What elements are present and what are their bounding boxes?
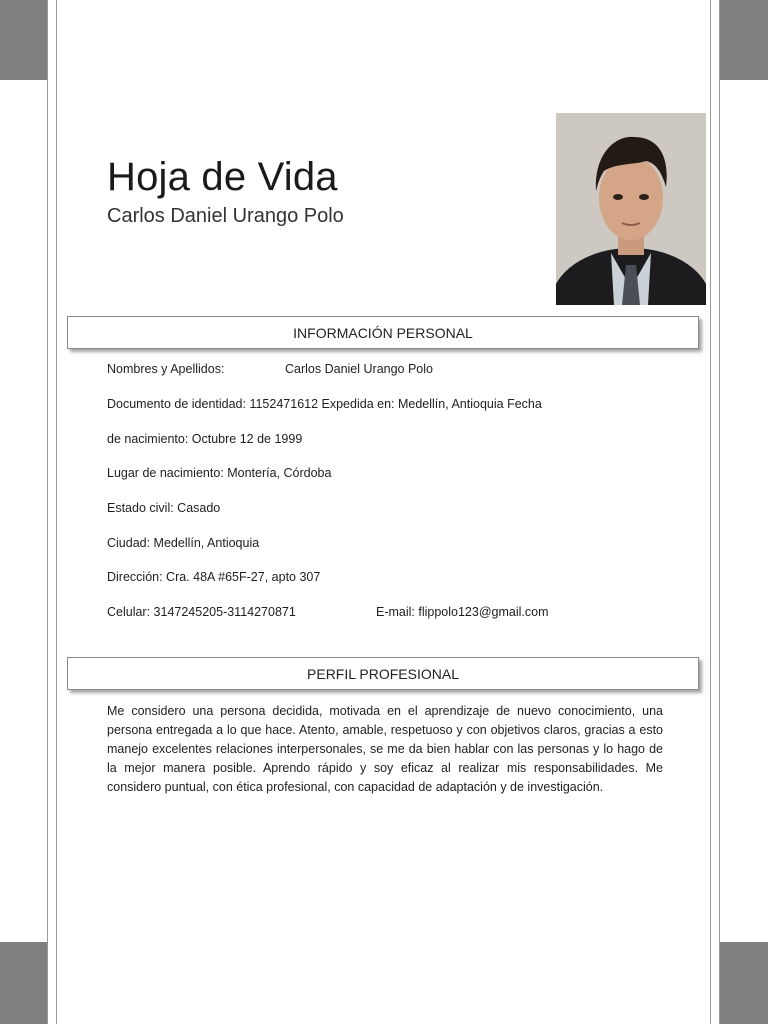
- names-value: Carlos Daniel Urango Polo: [285, 362, 433, 376]
- address-line: Dirección: Cra. 48A #65F-27, apto 307: [107, 570, 321, 584]
- profile-paragraph: Me considero una persona decidida, motivada en el aprendizaje de nuevo conocimiento, una persona entregada a lo que hace. Atento, amable, respetuoso y con objetivos claros, gracias a esto manejo excelentes relaciones interpersonales, se me da bien hablar con las personas y lo hago de la mejor manera posible. Aprendo rápido y soy eficaz al realizar mis responsabilidades. Me considero puntual, con ética profesional, con capacidad de adaptación y de investigación.: [107, 704, 663, 794]
- birth-date-line: de nacimiento: Octubre 12 de 1999: [107, 432, 303, 446]
- profile-photo: [556, 113, 706, 305]
- person-name: Carlos Daniel Urango Polo: [107, 205, 344, 227]
- email-line: E-mail: flippolo123@gmail.com: [376, 605, 549, 619]
- border-line: [56, 0, 57, 1024]
- city-line: Ciudad: Medellín, Antioquia: [107, 536, 260, 550]
- border-line: [47, 0, 48, 1024]
- document-title: Hoja de Vida: [107, 155, 338, 199]
- civil-status-line: Estado civil: Casado: [107, 501, 221, 515]
- birth-place-line: Lugar de nacimiento: Montería, Córdoba: [107, 466, 332, 480]
- section-header-profile: [67, 657, 699, 690]
- border-line: [710, 0, 711, 1024]
- phone-line: Celular: 3147245205-3114270871: [107, 605, 296, 619]
- names-label: Nombres y Apellidos:: [107, 362, 225, 376]
- right-gutter: [711, 0, 719, 1024]
- section-title: PERFIL PROFESIONAL: [307, 665, 459, 682]
- section-header-personal: [67, 316, 699, 349]
- portrait-image: [556, 113, 706, 305]
- border-line: [719, 0, 720, 1024]
- document-line: Documento de identidad: 1152471612 Expedida en: Medellín, Antioquia Fecha: [107, 397, 542, 411]
- section-title: INFORMACIÓN PERSONAL: [293, 324, 473, 341]
